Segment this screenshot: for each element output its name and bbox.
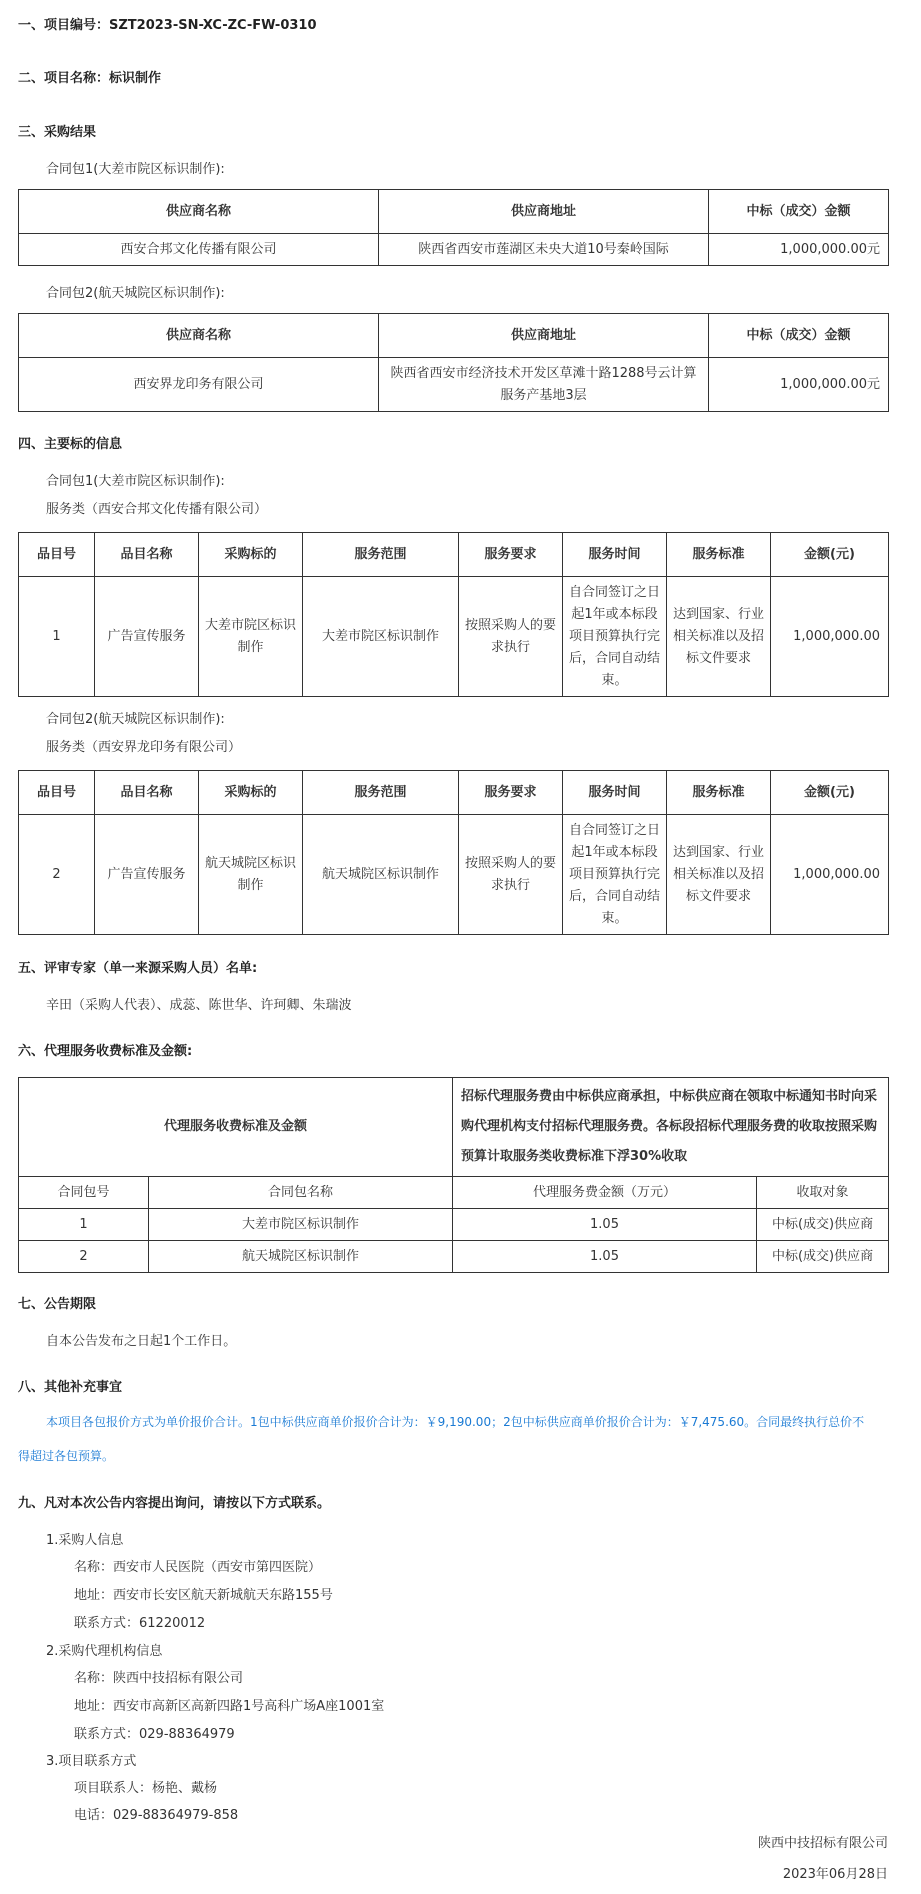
table-header-row: [19, 314, 889, 358]
fee-amount: 1.05: [453, 1209, 757, 1241]
items-pkg1-type: 服务类（西安合邦文化传播有限公司）: [46, 502, 268, 517]
experts-heading: 五、评审专家（单一来源采购人员）名单:: [18, 961, 258, 976]
item-name: 广告宣传服务: [95, 815, 199, 935]
supplier-address: 陕西省西安市经济技术开发区草滩十路1288号云计算服务产基地3层: [379, 358, 709, 412]
header-requirement: 服务要求: [459, 533, 563, 577]
items-pkg2-title: 合同包2(航天城院区标识制作):: [46, 712, 225, 727]
project-name-label: 二、项目名称：: [18, 71, 110, 86]
item-scope: 大差市院区标识制作: [303, 577, 459, 697]
result-pkg1-title: 合同包1(大差市院区标识制作):: [46, 162, 225, 177]
header-award-amount: 中标（成交）金额: [709, 190, 889, 234]
table-header-row: [19, 533, 889, 577]
header-item-name: 品目名称: [95, 771, 199, 815]
award-amount: 1,000,000.00元: [709, 358, 889, 412]
items-pkg1-table: [18, 532, 889, 697]
header-time: 服务时间: [563, 533, 667, 577]
item-requirement: 按照采购人的要求执行: [459, 577, 563, 697]
header-subject: 采购标的: [199, 533, 303, 577]
header-item-no: 品目号: [19, 533, 95, 577]
header-item-no: 品目号: [19, 771, 95, 815]
project-contact-title: 3.项目联系方式: [46, 1754, 137, 1769]
supplier-name: 西安合邦文化传播有限公司: [19, 234, 379, 266]
item-standard: 达到国家、行业相关标准以及招标文件要求: [667, 815, 771, 935]
signature-org: 陕西中技招标有限公司: [757, 1836, 888, 1851]
purchaser-info-title: 1.采购人信息: [46, 1533, 124, 1548]
agency-address: 地址：西安市高新区高新四路1号高科广场A座1001室: [74, 1699, 385, 1714]
item-standard: 达到国家、行业相关标准以及招标文件要求: [667, 577, 771, 697]
item-time: 自合同签订之日起1年或本标段项目预算执行完后，合同自动结束。: [563, 577, 667, 697]
experts-names: 辛田（采购人代表）、成蕊、陈世华、许珂卿、朱瑞波: [46, 998, 352, 1013]
header-time: 服务时间: [563, 771, 667, 815]
header-package-no: 合同包号: [19, 1177, 149, 1209]
items-pkg2-table: [18, 770, 889, 935]
project-contact-person: 项目联系人：杨艳、戴杨: [74, 1781, 218, 1796]
item-amount: 1,000,000.00: [771, 577, 889, 697]
header-subject: 采购标的: [199, 771, 303, 815]
table-row: [19, 358, 889, 412]
item-subject: 大差市院区标识制作: [199, 577, 303, 697]
signature-date: 2023年06月28日: [782, 1867, 888, 1882]
package-no: 2: [19, 1241, 149, 1273]
fee-standard-label: 代理服务收费标准及金额: [19, 1078, 453, 1177]
table-row: [19, 815, 889, 935]
project-contact-phone: 电话：029-88364979-858: [74, 1808, 239, 1823]
project-name-value: 标识制作: [109, 71, 162, 86]
item-subject: 航天城院区标识制作: [199, 815, 303, 935]
header-amount: 金额(元): [771, 771, 889, 815]
other-matters-line1: 本项目各包报价方式为单价报价合计。1包中标供应商单价报价合计为：￥9,190.00；2包中标供应商单价报价合计为：￥7,475.60。合同最终执行总价不: [46, 1415, 865, 1429]
header-amount: 金额(元): [771, 533, 889, 577]
table-row: [19, 234, 889, 266]
header-payer: 收取对象: [757, 1177, 889, 1209]
other-matters-heading: 八、其他补充事宜: [18, 1380, 123, 1395]
item-amount: 1,000,000.00: [771, 815, 889, 935]
header-scope: 服务范围: [303, 771, 459, 815]
agency-name: 名称：陕西中技招标有限公司: [74, 1671, 244, 1686]
purchaser-name: 名称：西安市人民医院（西安市第四医院）: [74, 1560, 322, 1575]
header-award-amount: 中标（成交）金额: [709, 314, 889, 358]
header-scope: 服务范围: [303, 533, 459, 577]
purchaser-phone: 联系方式：61220012: [74, 1616, 206, 1631]
table-header-row: [19, 190, 889, 234]
agency-fee-table: [18, 1077, 889, 1273]
item-no: 1: [19, 577, 95, 697]
table-header-row: [19, 771, 889, 815]
table-header-row: [19, 1177, 889, 1209]
header-supplier-name: 供应商名称: [19, 190, 379, 234]
header-package-name: 合同包名称: [149, 1177, 453, 1209]
header-supplier-address: 供应商地址: [379, 190, 709, 234]
package-name: 大差市院区标识制作: [149, 1209, 453, 1241]
supplier-name: 西安界龙印务有限公司: [19, 358, 379, 412]
item-requirement: 按照采购人的要求执行: [459, 815, 563, 935]
fee-standard-note: 招标代理服务费由中标供应商承担，中标供应商在领取中标通知书时向采购代理机构支付招标代理服务费。各标段招标代理服务费的收取按照采购预算计取服务类收费标准下浮30%收取: [453, 1078, 889, 1177]
header-standard: 服务标准: [667, 771, 771, 815]
header-supplier-name: 供应商名称: [19, 314, 379, 358]
table-row: [19, 1209, 889, 1241]
project-name-heading: [18, 67, 161, 86]
item-no: 2: [19, 815, 95, 935]
award-amount: 1,000,000.00元: [709, 234, 889, 266]
project-number-heading: [18, 14, 317, 33]
items-pkg2-type: 服务类（西安界龙印务有限公司）: [46, 740, 242, 755]
item-time: 自合同签订之日起1年或本标段项目预算执行完后，合同自动结束。: [563, 815, 667, 935]
header-standard: 服务标准: [667, 533, 771, 577]
payer: 中标(成交)供应商: [757, 1241, 889, 1273]
header-fee-amount: 代理服务费金额（万元）: [453, 1177, 757, 1209]
notice-period-text: 自本公告发布之日起1个工作日。: [46, 1334, 237, 1349]
fee-standard-row: [19, 1078, 889, 1177]
agency-fee-heading: 六、代理服务收费标准及金额:: [18, 1044, 193, 1059]
items-pkg1-title: 合同包1(大差市院区标识制作):: [46, 474, 225, 489]
result-pkg2-table: [18, 313, 889, 412]
header-requirement: 服务要求: [459, 771, 563, 815]
project-number-label: 一、项目编号：: [18, 18, 110, 33]
project-number-value: SZT2023-SN-XC-ZC-FW-0310: [109, 18, 317, 33]
purchaser-address: 地址：西安市长安区航天新城航天东路155号: [74, 1588, 333, 1603]
payer: 中标(成交)供应商: [757, 1209, 889, 1241]
package-no: 1: [19, 1209, 149, 1241]
supplier-address: 陕西省西安市莲湖区未央大道10号秦岭国际: [379, 234, 709, 266]
agency-info-title: 2.采购代理机构信息: [46, 1644, 163, 1659]
header-item-name: 品目名称: [95, 533, 199, 577]
table-row: [19, 1241, 889, 1273]
item-name: 广告宣传服务: [95, 577, 199, 697]
main-items-heading: 四、主要标的信息: [18, 437, 123, 452]
other-matters-line2: 得超过各包预算。: [18, 1449, 115, 1463]
item-scope: 航天城院区标识制作: [303, 815, 459, 935]
result-pkg2-title: 合同包2(航天城院区标识制作):: [46, 286, 225, 301]
table-row: [19, 577, 889, 697]
package-name: 航天城院区标识制作: [149, 1241, 453, 1273]
fee-amount: 1.05: [453, 1241, 757, 1273]
header-supplier-address: 供应商地址: [379, 314, 709, 358]
procurement-result-heading: 三、采购结果: [18, 125, 97, 140]
agency-phone: 联系方式：029-88364979: [74, 1727, 235, 1742]
contact-heading: 九、凡对本次公告内容提出询问，请按以下方式联系。: [18, 1496, 331, 1511]
notice-period-heading: 七、公告期限: [18, 1297, 97, 1312]
result-pkg1-table: [18, 189, 889, 266]
